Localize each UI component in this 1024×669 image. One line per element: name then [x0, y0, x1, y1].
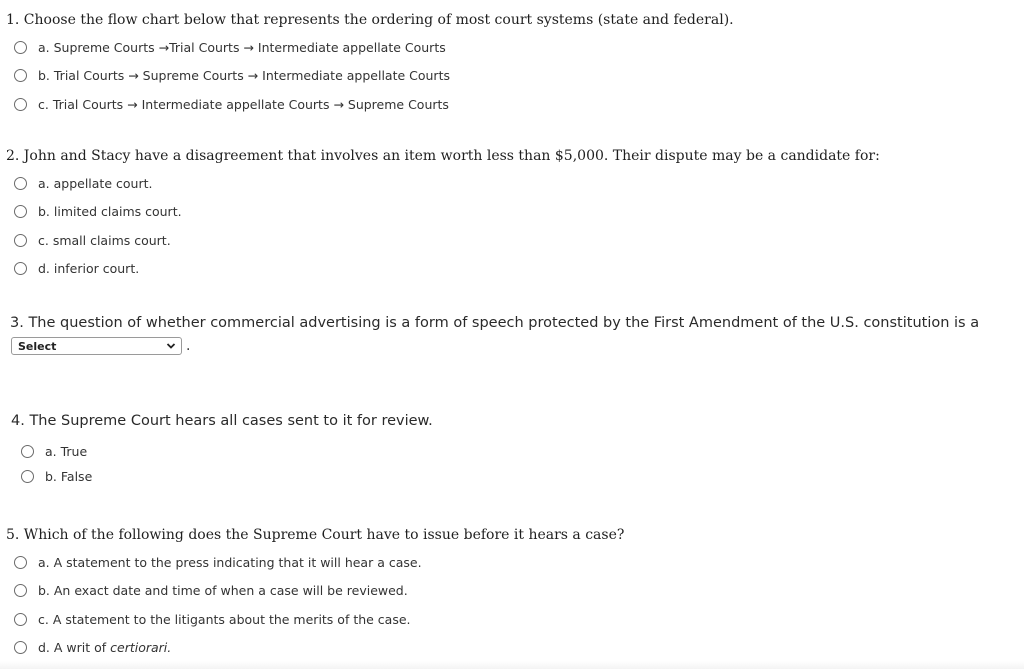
radio-button-icon[interactable] — [21, 445, 34, 458]
radio-button-icon[interactable] — [14, 41, 27, 54]
q4-option-a[interactable] — [21, 441, 87, 461]
q5-option-d-italic: certiorari. — [110, 639, 172, 655]
sentence-period: . — [186, 338, 191, 354]
question-5-text: 5. Which of the following does the Supreme Court have to issue before it hears a case? — [6, 527, 625, 543]
q2-option-a[interactable] — [14, 173, 152, 193]
select-value: Select — [18, 339, 57, 353]
q5-option-d-prefix: d. A writ of — [38, 639, 111, 655]
q5-option-a[interactable] — [14, 552, 422, 572]
question-3-text: 3. The question of whether commercial advertising is a form of speech protected by the First Amendment of the U.S. constitution is a — [10, 315, 980, 331]
chevron-down-icon — [166, 341, 176, 351]
q1-option-b[interactable] — [14, 65, 450, 85]
q2-option-d[interactable] — [14, 258, 139, 278]
radio-button-icon[interactable] — [14, 234, 27, 247]
radio-button-icon[interactable] — [14, 98, 27, 111]
q1-option-c-label: c. Trial Courts → Intermediate appellate Courts → Supreme Courts — [38, 96, 449, 112]
q2-option-d-label: d. inferior court. — [38, 260, 140, 276]
q2-option-a-label: a. appellate court. — [38, 175, 153, 191]
radio-button-icon[interactable] — [14, 262, 27, 275]
q5-option-d-label — [38, 640, 171, 655]
question-1-text: 1. Choose the flow chart below that represents the ordering of most court systems (state and federal). — [6, 12, 734, 28]
q4-option-a-label: a. True — [45, 443, 88, 459]
q5-option-c-label: c. A statement to the litigants about the merits of the case. — [38, 611, 411, 627]
radio-button-icon[interactable] — [14, 584, 27, 597]
q4-option-b-label: b. False — [45, 468, 93, 484]
q5-option-d[interactable] — [14, 637, 171, 657]
radio-button-icon[interactable] — [21, 470, 34, 483]
radio-button-icon[interactable] — [14, 613, 27, 626]
answer-select-dropdown[interactable] — [11, 337, 182, 355]
q5-option-a-label: a. A statement to the press indicating that it will hear a case. — [38, 554, 422, 570]
radio-button-icon[interactable] — [14, 69, 27, 82]
radio-button-icon[interactable] — [14, 641, 27, 654]
q1-option-c[interactable] — [14, 94, 449, 114]
q4-option-b[interactable] — [21, 466, 92, 486]
q1-option-b-label: b. Trial Courts → Supreme Courts → Intermediate appellate Courts — [38, 67, 450, 83]
q2-option-c[interactable] — [14, 230, 171, 250]
q5-option-c[interactable] — [14, 609, 411, 629]
radio-button-icon[interactable] — [14, 177, 27, 190]
question-4-text: 4. The Supreme Court hears all cases sent to it for review. — [11, 413, 433, 429]
q2-option-b[interactable] — [14, 201, 182, 221]
q1-option-a[interactable] — [14, 37, 446, 57]
q5-option-b-label: b. An exact date and time of when a case will be reviewed. — [38, 582, 408, 598]
question-2-text: 2. John and Stacy have a disagreement that involves an item worth less than $5,000. Their dispute may be a candidate for: — [6, 148, 880, 164]
q2-option-c-label: c. small claims court. — [38, 232, 171, 248]
q2-option-b-label: b. limited claims court. — [38, 203, 182, 219]
q1-option-a-label: a. Supreme Courts →Trial Courts → Intermediate appellate Courts — [38, 39, 446, 55]
bottom-fade — [0, 661, 1024, 669]
radio-button-icon[interactable] — [14, 556, 27, 569]
radio-button-icon[interactable] — [14, 205, 27, 218]
q5-option-b[interactable] — [14, 580, 408, 600]
